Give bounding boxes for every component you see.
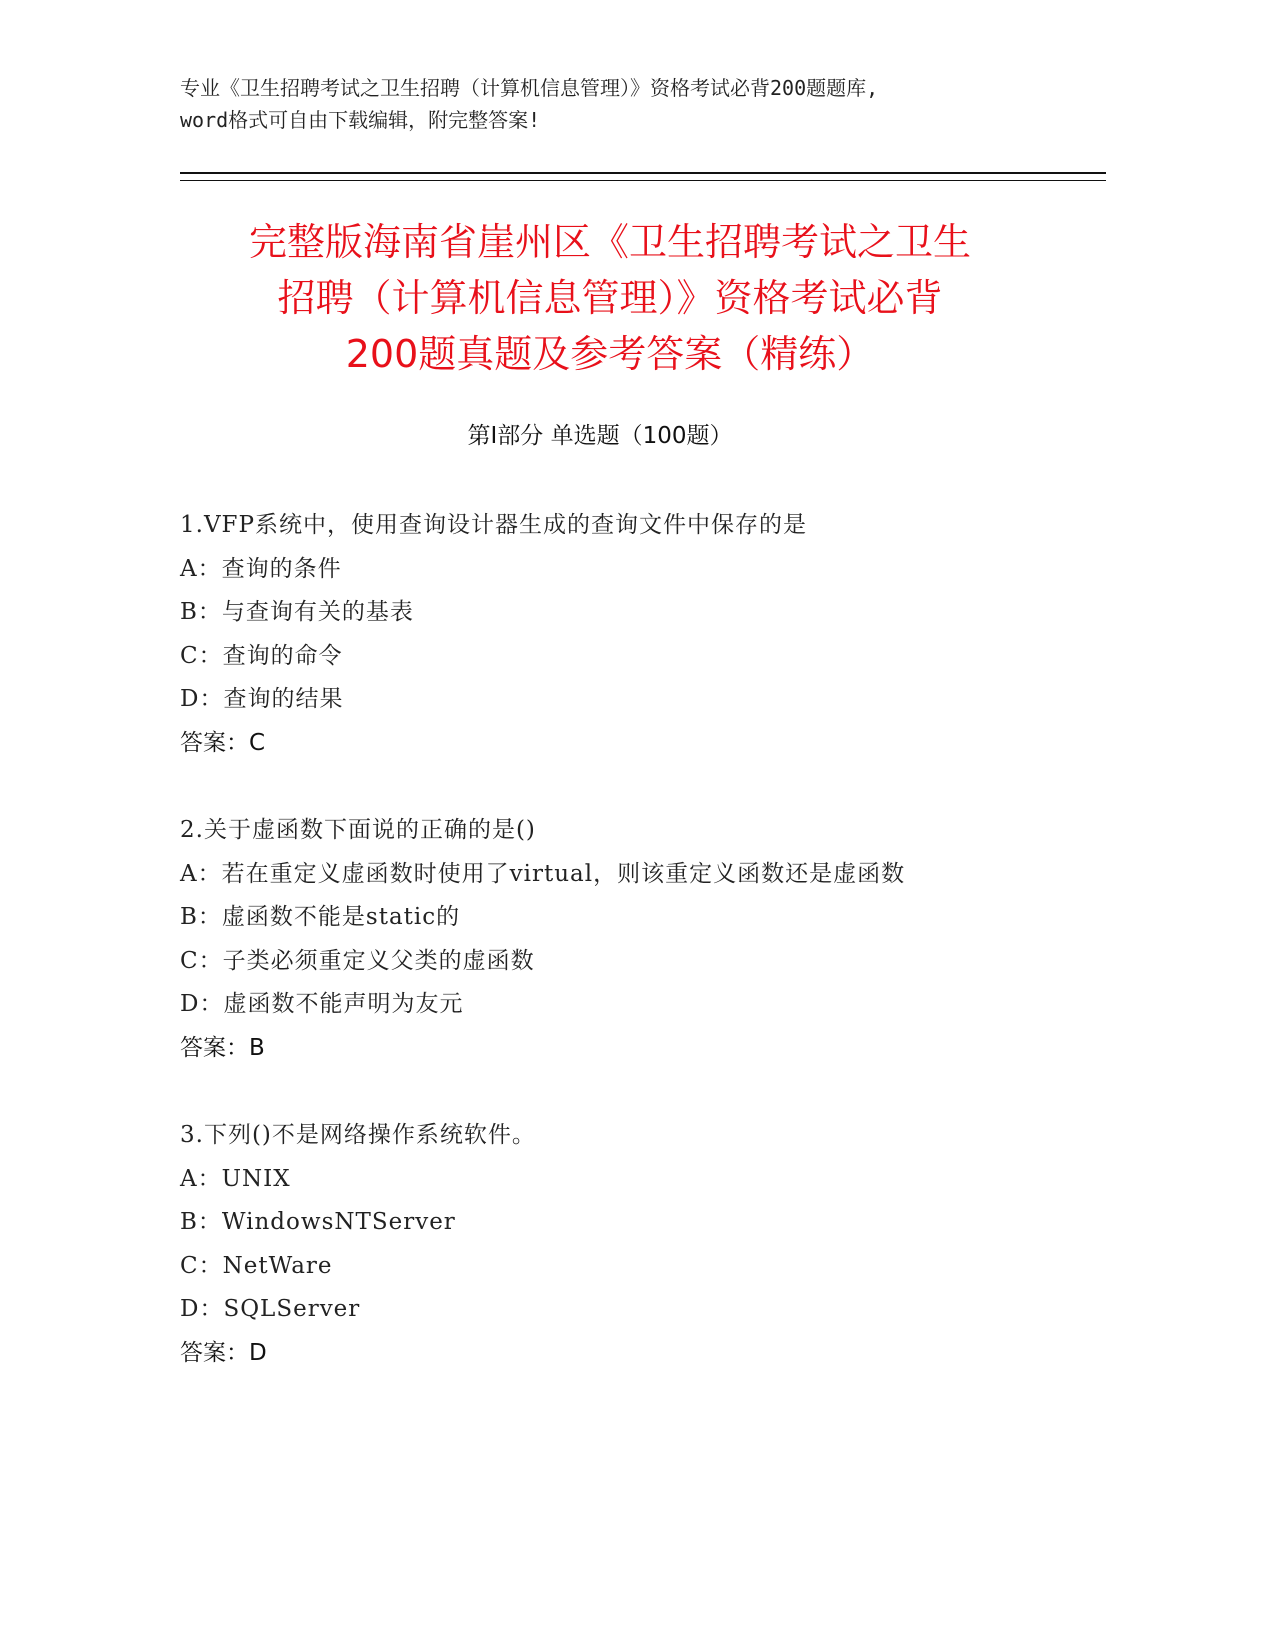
header-note xyxy=(180,72,1120,136)
question-stem: 1.VFP系统中，使用查询设计器生成的查询文件中保存的是 xyxy=(180,512,807,538)
option-a: A：查询的条件 xyxy=(180,555,342,582)
question-3 xyxy=(180,1114,1140,1375)
header-divider-thin xyxy=(180,180,1106,181)
option-a: A：若在重定义虚函数时使用了virtual，则该重定义函数还是虚函数 xyxy=(180,860,906,887)
question-2 xyxy=(180,809,1140,1070)
option-a: A：UNIX xyxy=(180,1165,291,1192)
option-d: D：查询的结果 xyxy=(180,686,344,712)
answer-line: 答案：B xyxy=(180,1034,265,1061)
document-title-line-1: 完整版海南省崖州区《卫生招聘考试之卫生 xyxy=(248,220,971,264)
section-heading: 第Ⅰ部分 单选题（100题） xyxy=(467,423,733,449)
question-1 xyxy=(180,504,1140,765)
document-title-line-3: 200题真题及参考答案（精练） xyxy=(345,332,875,376)
option-c: C：NetWare xyxy=(180,1252,333,1279)
option-d: D：SQLServer xyxy=(180,1296,361,1322)
option-c: C：查询的命令 xyxy=(180,642,343,669)
answer-line: 答案：D xyxy=(180,1339,267,1366)
document-title xyxy=(160,214,1060,382)
header-note-line-2: word格式可自由下载编辑，附完整答案! xyxy=(180,108,541,132)
option-c: C：子类必须重定义父类的虚函数 xyxy=(180,947,535,974)
document-title-line-2: 招聘（计算机信息管理）》资格考试必背 xyxy=(277,276,943,320)
header-divider-thick xyxy=(180,172,1106,174)
question-stem: 2.关于虚函数下面说的正确的是() xyxy=(180,817,536,843)
option-b: B：与查询有关的基表 xyxy=(180,599,414,625)
question-list xyxy=(180,504,1140,1419)
option-d: D：虚函数不能声明为友元 xyxy=(180,991,464,1017)
option-b: B：虚函数不能是static的 xyxy=(180,904,461,930)
question-stem: 3.下列()不是网络操作系统软件。 xyxy=(180,1122,536,1148)
option-b: B：WindowsNTServer xyxy=(180,1209,456,1235)
header-note-line-1: 专业《卫生招聘考试之卫生招聘（计算机信息管理）》资格考试必背200题题库, xyxy=(180,76,879,100)
answer-line: 答案：C xyxy=(180,729,266,756)
